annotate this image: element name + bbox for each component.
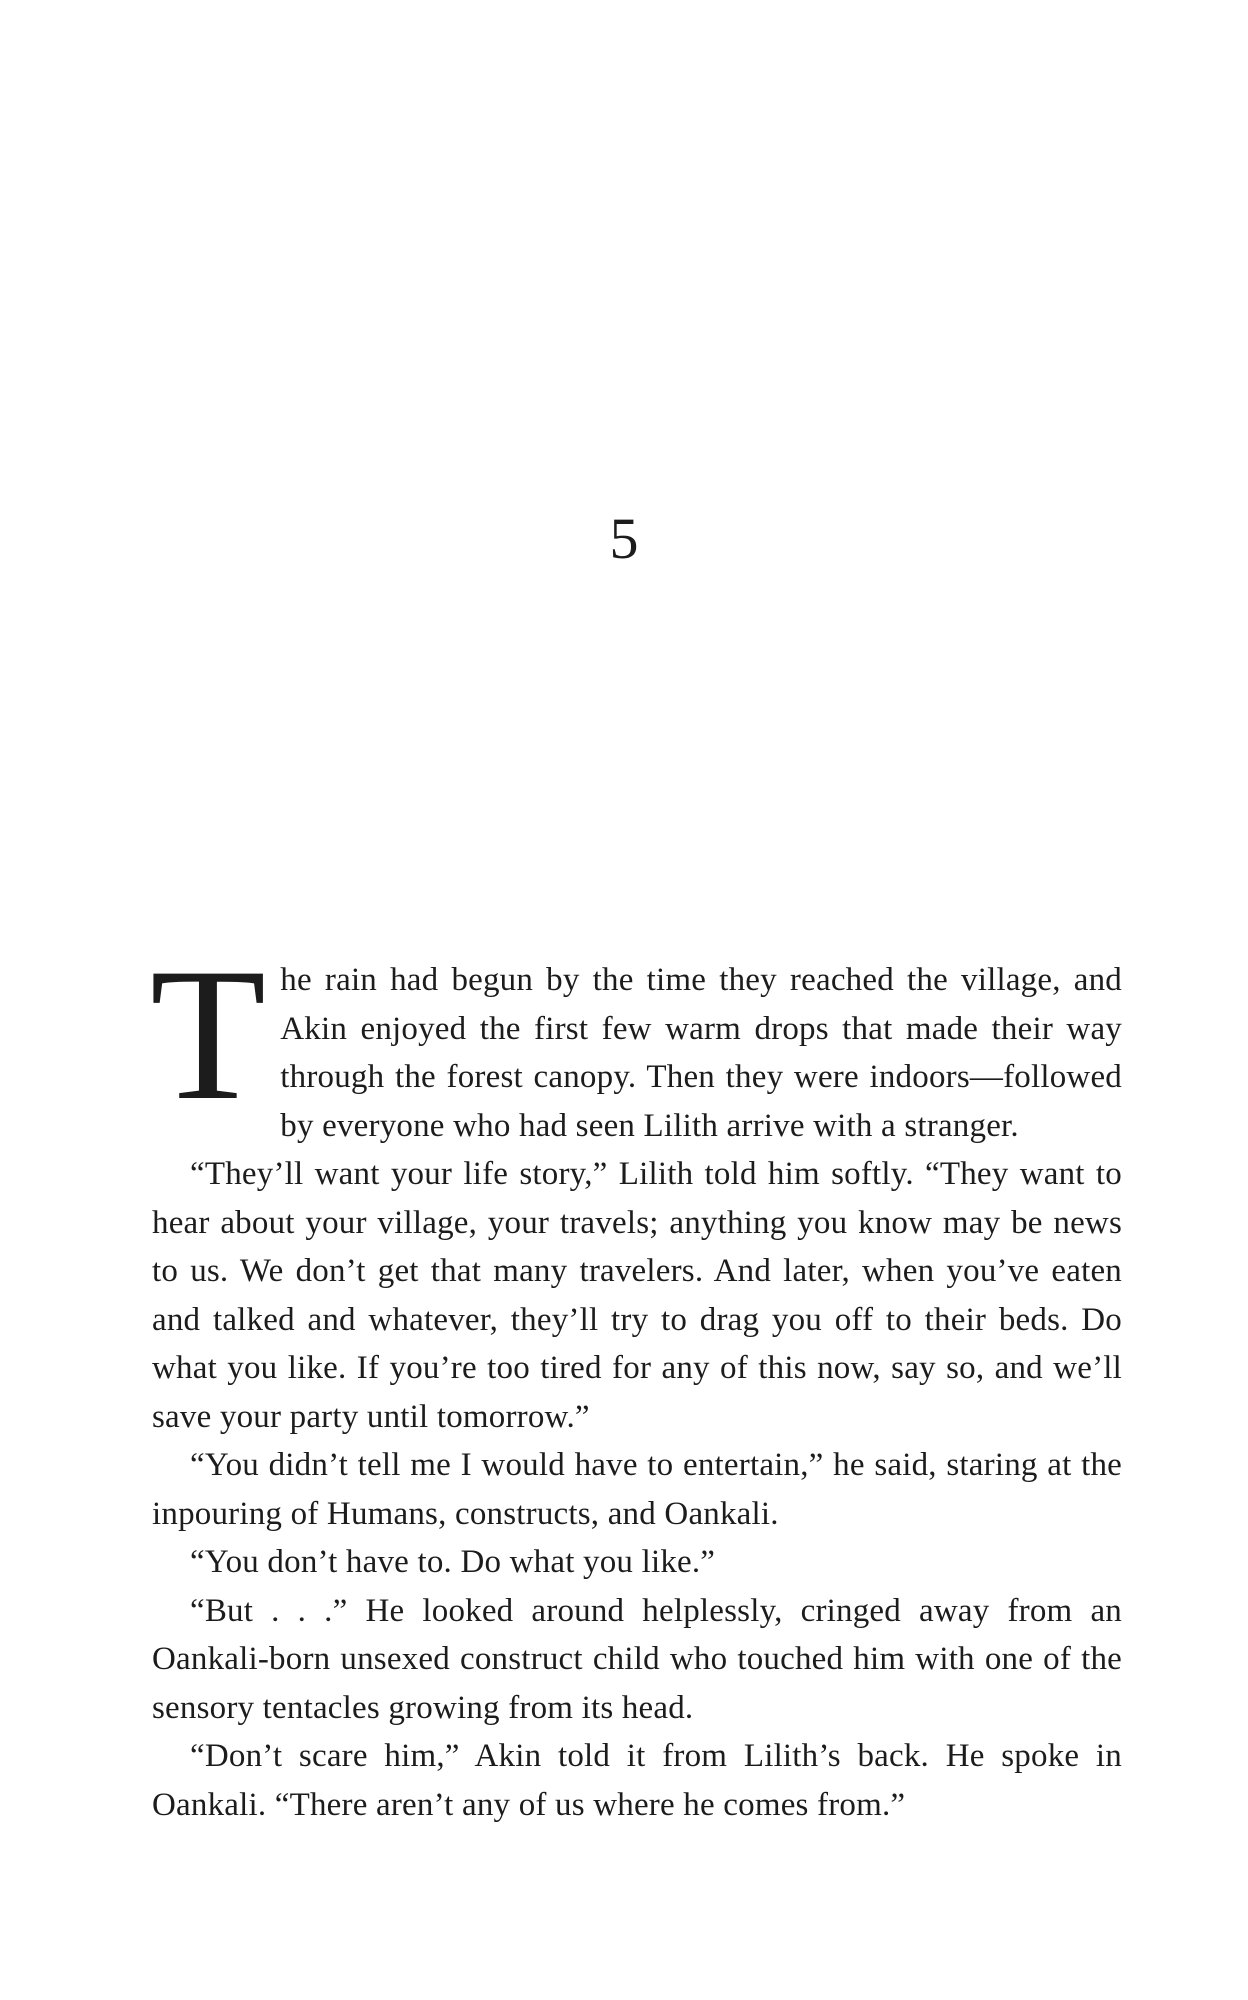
chapter-number: 5	[609, 506, 639, 571]
paragraph-6: “Don’t scare him,” Akin told it from Lilith’s back. He spoke in Oankali. “There aren’t any of us where he comes from.”	[152, 1738, 1122, 1823]
paragraph-1-text: he rain had begun by the time they reached the village, and Akin enjoyed the first few warm drops that made their way through the forest canopy. Then they were indoors—followed by everyone who had seen Lilith arrive with a stranger.	[280, 962, 1122, 1144]
drop-cap: T	[150, 930, 267, 1140]
paragraph-2: “They’ll want your life story,” Lilith told him softly. “They want to hear about your village, your travels; anything you know may be news to us. We don’t get that many travelers. And later, when you’ve eaten and talked and whatever, they’ll try to drag you off to their beds. Do what you like. If you’re too tired for any of this now, say so, and we’ll save your party until tomorrow.”	[152, 1156, 1122, 1435]
paragraph-5: “But . . .” He looked around helplessly, cringed away from an Oankali-born unsexed construct child who touched him with one of the sensory tentacles growing from its head.	[152, 1592, 1122, 1726]
paragraph-3: “You didn’t tell me I would have to entertain,” he said, staring at the inpouring of Humans, constructs, and Oankali.	[152, 1447, 1122, 1532]
paragraph-4: “You don’t have to. Do what you like.”	[190, 1544, 716, 1580]
chapter-body	[150, 930, 1122, 1829]
paragraph-1	[150, 930, 1122, 1150]
